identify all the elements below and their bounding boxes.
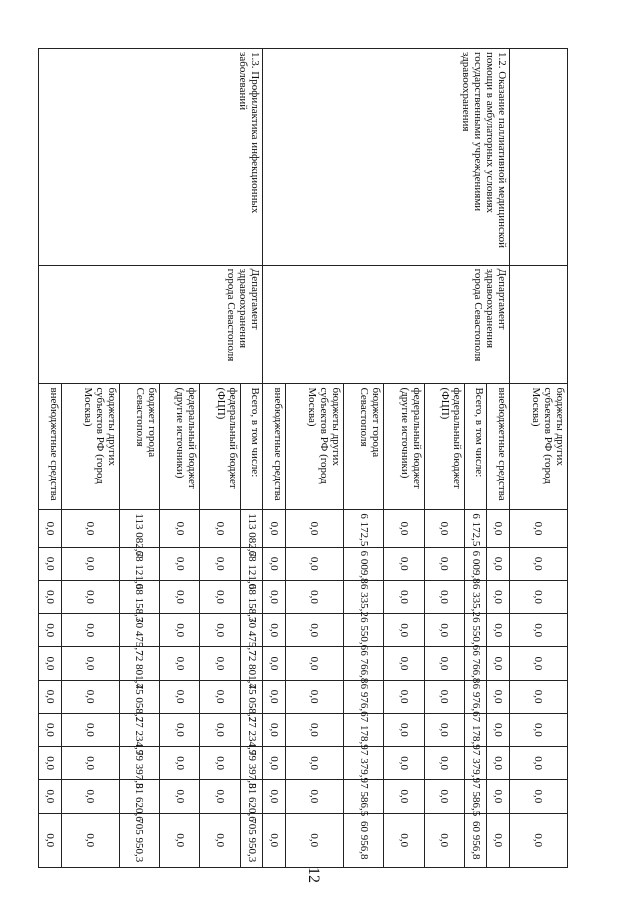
value-cell: 0,0: [487, 747, 509, 780]
value-cell: 0,0: [39, 614, 62, 647]
value-cell: 0,0: [487, 510, 509, 547]
value-cell: 0,0: [384, 780, 424, 813]
value-cell: 60 956,8: [464, 813, 486, 868]
value-cell: 0,0: [200, 580, 240, 613]
value-cell: 0,0: [509, 510, 567, 547]
value-cell: 0,0: [424, 547, 464, 580]
value-cell: 0,0: [200, 680, 240, 713]
value-cell: 0,0: [61, 713, 119, 746]
value-cell: 0,0: [285, 614, 343, 647]
value-cell: 0,0: [200, 713, 240, 746]
value-cell: 0,0: [160, 647, 200, 680]
value-cell: 79 397,5: [119, 747, 159, 780]
value-cell: 6 335,2: [464, 580, 486, 613]
value-cell: 0,0: [39, 747, 62, 780]
value-cell: 0,0: [160, 580, 200, 613]
value-cell: 0,0: [509, 680, 567, 713]
value-cell: 0,0: [61, 747, 119, 780]
value-cell: 0,0: [160, 813, 200, 868]
value-cell: 0,0: [487, 713, 509, 746]
value-cell: 0,0: [487, 680, 509, 713]
source-cell: бюджет города Севастополя: [343, 384, 383, 510]
value-cell: 0,0: [263, 580, 285, 613]
value-cell: 0,0: [39, 680, 62, 713]
value-cell: 77 234,9: [240, 713, 262, 746]
value-cell: 0,0: [424, 713, 464, 746]
value-cell: 0,0: [263, 647, 285, 680]
value-cell: 0,0: [384, 510, 424, 547]
value-cell: 0,0: [263, 614, 285, 647]
value-cell: 0,0: [160, 747, 200, 780]
value-cell: 705 950,3: [240, 813, 262, 868]
value-cell: 0,0: [424, 747, 464, 780]
source-cell: федеральный бюджет (ФЦП): [200, 384, 240, 510]
value-cell: 0,0: [384, 647, 424, 680]
value-cell: 6 976,6: [464, 680, 486, 713]
value-cell: 6 009,8: [464, 547, 486, 580]
value-cell: 0,0: [200, 747, 240, 780]
value-cell: 0,0: [424, 813, 464, 868]
value-cell: 0,0: [509, 813, 567, 868]
value-cell: 70 475,7: [119, 614, 159, 647]
source-cell: бюджеты других субъектов РФ (город Москва): [285, 384, 343, 510]
value-cell: 72 801,4: [240, 647, 262, 680]
executor-cell: Департамент здравоохранения города Севастополя: [263, 265, 510, 384]
value-cell: 0,0: [61, 614, 119, 647]
value-cell: 0,0: [285, 747, 343, 780]
value-cell: 6 976,6: [343, 680, 383, 713]
value-cell: 0,0: [384, 580, 424, 613]
value-cell: 0,0: [384, 813, 424, 868]
value-cell: 0,0: [509, 614, 567, 647]
value-cell: 0,0: [160, 510, 200, 547]
value-cell: 0,0: [61, 510, 119, 547]
value-cell: 0,0: [39, 813, 62, 868]
value-cell: 113 082,7: [240, 510, 262, 547]
table-row: [240, 49, 262, 868]
value-cell: 0,0: [509, 747, 567, 780]
source-cell: внебюджетные средства: [263, 384, 285, 510]
value-cell: 0,0: [263, 747, 285, 780]
value-cell: 705 950,3: [119, 813, 159, 868]
value-cell: 0,0: [39, 647, 62, 680]
value-cell: 0,0: [61, 580, 119, 613]
value-cell: 6 766,8: [343, 647, 383, 680]
value-cell: 0,0: [61, 680, 119, 713]
value-cell: 7 586,5: [464, 780, 486, 813]
value-cell: 0,0: [509, 547, 567, 580]
value-cell: 7 586,5: [343, 780, 383, 813]
value-cell: 0,0: [61, 547, 119, 580]
value-cell: 113 082,7: [119, 510, 159, 547]
value-cell: 0,0: [424, 580, 464, 613]
value-cell: 0,0: [263, 713, 285, 746]
value-cell: 7 379,9: [464, 747, 486, 780]
value-cell: 0,0: [509, 580, 567, 613]
value-cell: 0,0: [285, 713, 343, 746]
value-cell: 0,0: [487, 614, 509, 647]
value-cell: 0,0: [263, 780, 285, 813]
value-cell: 0,0: [61, 780, 119, 813]
value-cell: 0,0: [384, 680, 424, 713]
value-cell: 68 121,0: [119, 547, 159, 580]
value-cell: 7 379,9: [343, 747, 383, 780]
value-cell: 6 172,5: [464, 510, 486, 547]
source-cell: Всего, в том числе:: [240, 384, 262, 510]
value-cell: 68 121,0: [240, 547, 262, 580]
value-cell: 0,0: [39, 780, 62, 813]
source-cell: федеральный бюджет (другие источники): [384, 384, 424, 510]
value-cell: 0,0: [160, 680, 200, 713]
value-cell: 0,0: [487, 813, 509, 868]
value-cell: 0,0: [384, 747, 424, 780]
value-cell: 0,0: [487, 647, 509, 680]
source-cell: бюджет города Севастополя: [119, 384, 159, 510]
page-number: 12: [305, 867, 322, 883]
value-cell: 0,0: [61, 647, 119, 680]
value-cell: 0,0: [160, 780, 200, 813]
value-cell: 0,0: [61, 813, 119, 868]
value-cell: 0,0: [160, 713, 200, 746]
value-cell: 6 550,6: [343, 614, 383, 647]
source-cell: внебюджетные средства: [487, 384, 509, 510]
value-cell: 0,0: [509, 647, 567, 680]
table-body: [39, 49, 568, 868]
value-cell: 70 475,7: [240, 614, 262, 647]
value-cell: 0,0: [263, 547, 285, 580]
value-cell: 0,0: [424, 614, 464, 647]
value-cell: 6 172,5: [343, 510, 383, 547]
activity-cell-empty: [509, 49, 567, 266]
budget-table: [38, 48, 568, 868]
value-cell: 0,0: [263, 813, 285, 868]
value-cell: 0,0: [160, 547, 200, 580]
table-row: [487, 49, 509, 868]
value-cell: 0,0: [200, 647, 240, 680]
value-cell: 6 766,8: [464, 647, 486, 680]
value-cell: 6 550,6: [464, 614, 486, 647]
source-cell: внебюджетные средства: [39, 384, 62, 510]
value-cell: 0,0: [263, 680, 285, 713]
source-cell: бюджеты других субъектов РФ (город Москва): [61, 384, 119, 510]
activity-cell: 1.3. Профилактика инфекционных заболеваний: [39, 49, 263, 266]
source-cell: федеральный бюджет (другие источники): [160, 384, 200, 510]
value-cell: 7 178,9: [464, 713, 486, 746]
value-cell: 75 058,2: [119, 680, 159, 713]
value-cell: 0,0: [384, 547, 424, 580]
source-cell: бюджеты других субъектов РФ (город Москва): [509, 384, 567, 510]
value-cell: 0,0: [263, 510, 285, 547]
value-cell: 72 801,4: [119, 647, 159, 680]
value-cell: 81 620,6: [119, 780, 159, 813]
table-row: [509, 49, 567, 868]
value-cell: 0,0: [200, 780, 240, 813]
value-cell: 0,0: [487, 547, 509, 580]
value-cell: 0,0: [200, 510, 240, 547]
executor-cell: Департамент здравоохранения города Севастополя: [39, 265, 263, 384]
executor-cell-empty: [509, 265, 567, 384]
value-cell: 0,0: [384, 713, 424, 746]
value-cell: 0,0: [424, 510, 464, 547]
value-cell: 60 956,8: [343, 813, 383, 868]
value-cell: 68 158,3: [119, 580, 159, 613]
value-cell: 0,0: [424, 680, 464, 713]
value-cell: 0,0: [285, 813, 343, 868]
value-cell: 0,0: [285, 580, 343, 613]
value-cell: 0,0: [487, 780, 509, 813]
value-cell: 0,0: [285, 680, 343, 713]
value-cell: 7 178,9: [343, 713, 383, 746]
source-cell: федеральный бюджет (ФЦП): [424, 384, 464, 510]
value-cell: 0,0: [509, 713, 567, 746]
value-cell: 0,0: [200, 547, 240, 580]
value-cell: 6 009,8: [343, 547, 383, 580]
value-cell: 0,0: [285, 510, 343, 547]
value-cell: 0,0: [39, 713, 62, 746]
value-cell: 0,0: [200, 614, 240, 647]
value-cell: 0,0: [487, 580, 509, 613]
value-cell: 0,0: [200, 813, 240, 868]
value-cell: 79 397,5: [240, 747, 262, 780]
value-cell: 0,0: [160, 614, 200, 647]
value-cell: 68 158,3: [240, 580, 262, 613]
value-cell: 81 620,6: [240, 780, 262, 813]
value-cell: 6 335,2: [343, 580, 383, 613]
source-cell: Всего, в том числе:: [464, 384, 486, 510]
rotated-page: [38, 48, 568, 868]
activity-cell: 1.2. Оказание паллиативной медицинской помощи в амбулаторных условиях государственными учреждениями здравоохранения: [263, 49, 510, 266]
value-cell: 0,0: [285, 780, 343, 813]
value-cell: 0,0: [39, 510, 62, 547]
value-cell: 0,0: [384, 614, 424, 647]
value-cell: 0,0: [285, 647, 343, 680]
value-cell: 0,0: [285, 547, 343, 580]
value-cell: 0,0: [424, 647, 464, 680]
value-cell: 0,0: [509, 780, 567, 813]
value-cell: 0,0: [39, 580, 62, 613]
value-cell: 77 234,9: [119, 713, 159, 746]
value-cell: 75 058,2: [240, 680, 262, 713]
value-cell: 0,0: [39, 547, 62, 580]
value-cell: 0,0: [424, 780, 464, 813]
